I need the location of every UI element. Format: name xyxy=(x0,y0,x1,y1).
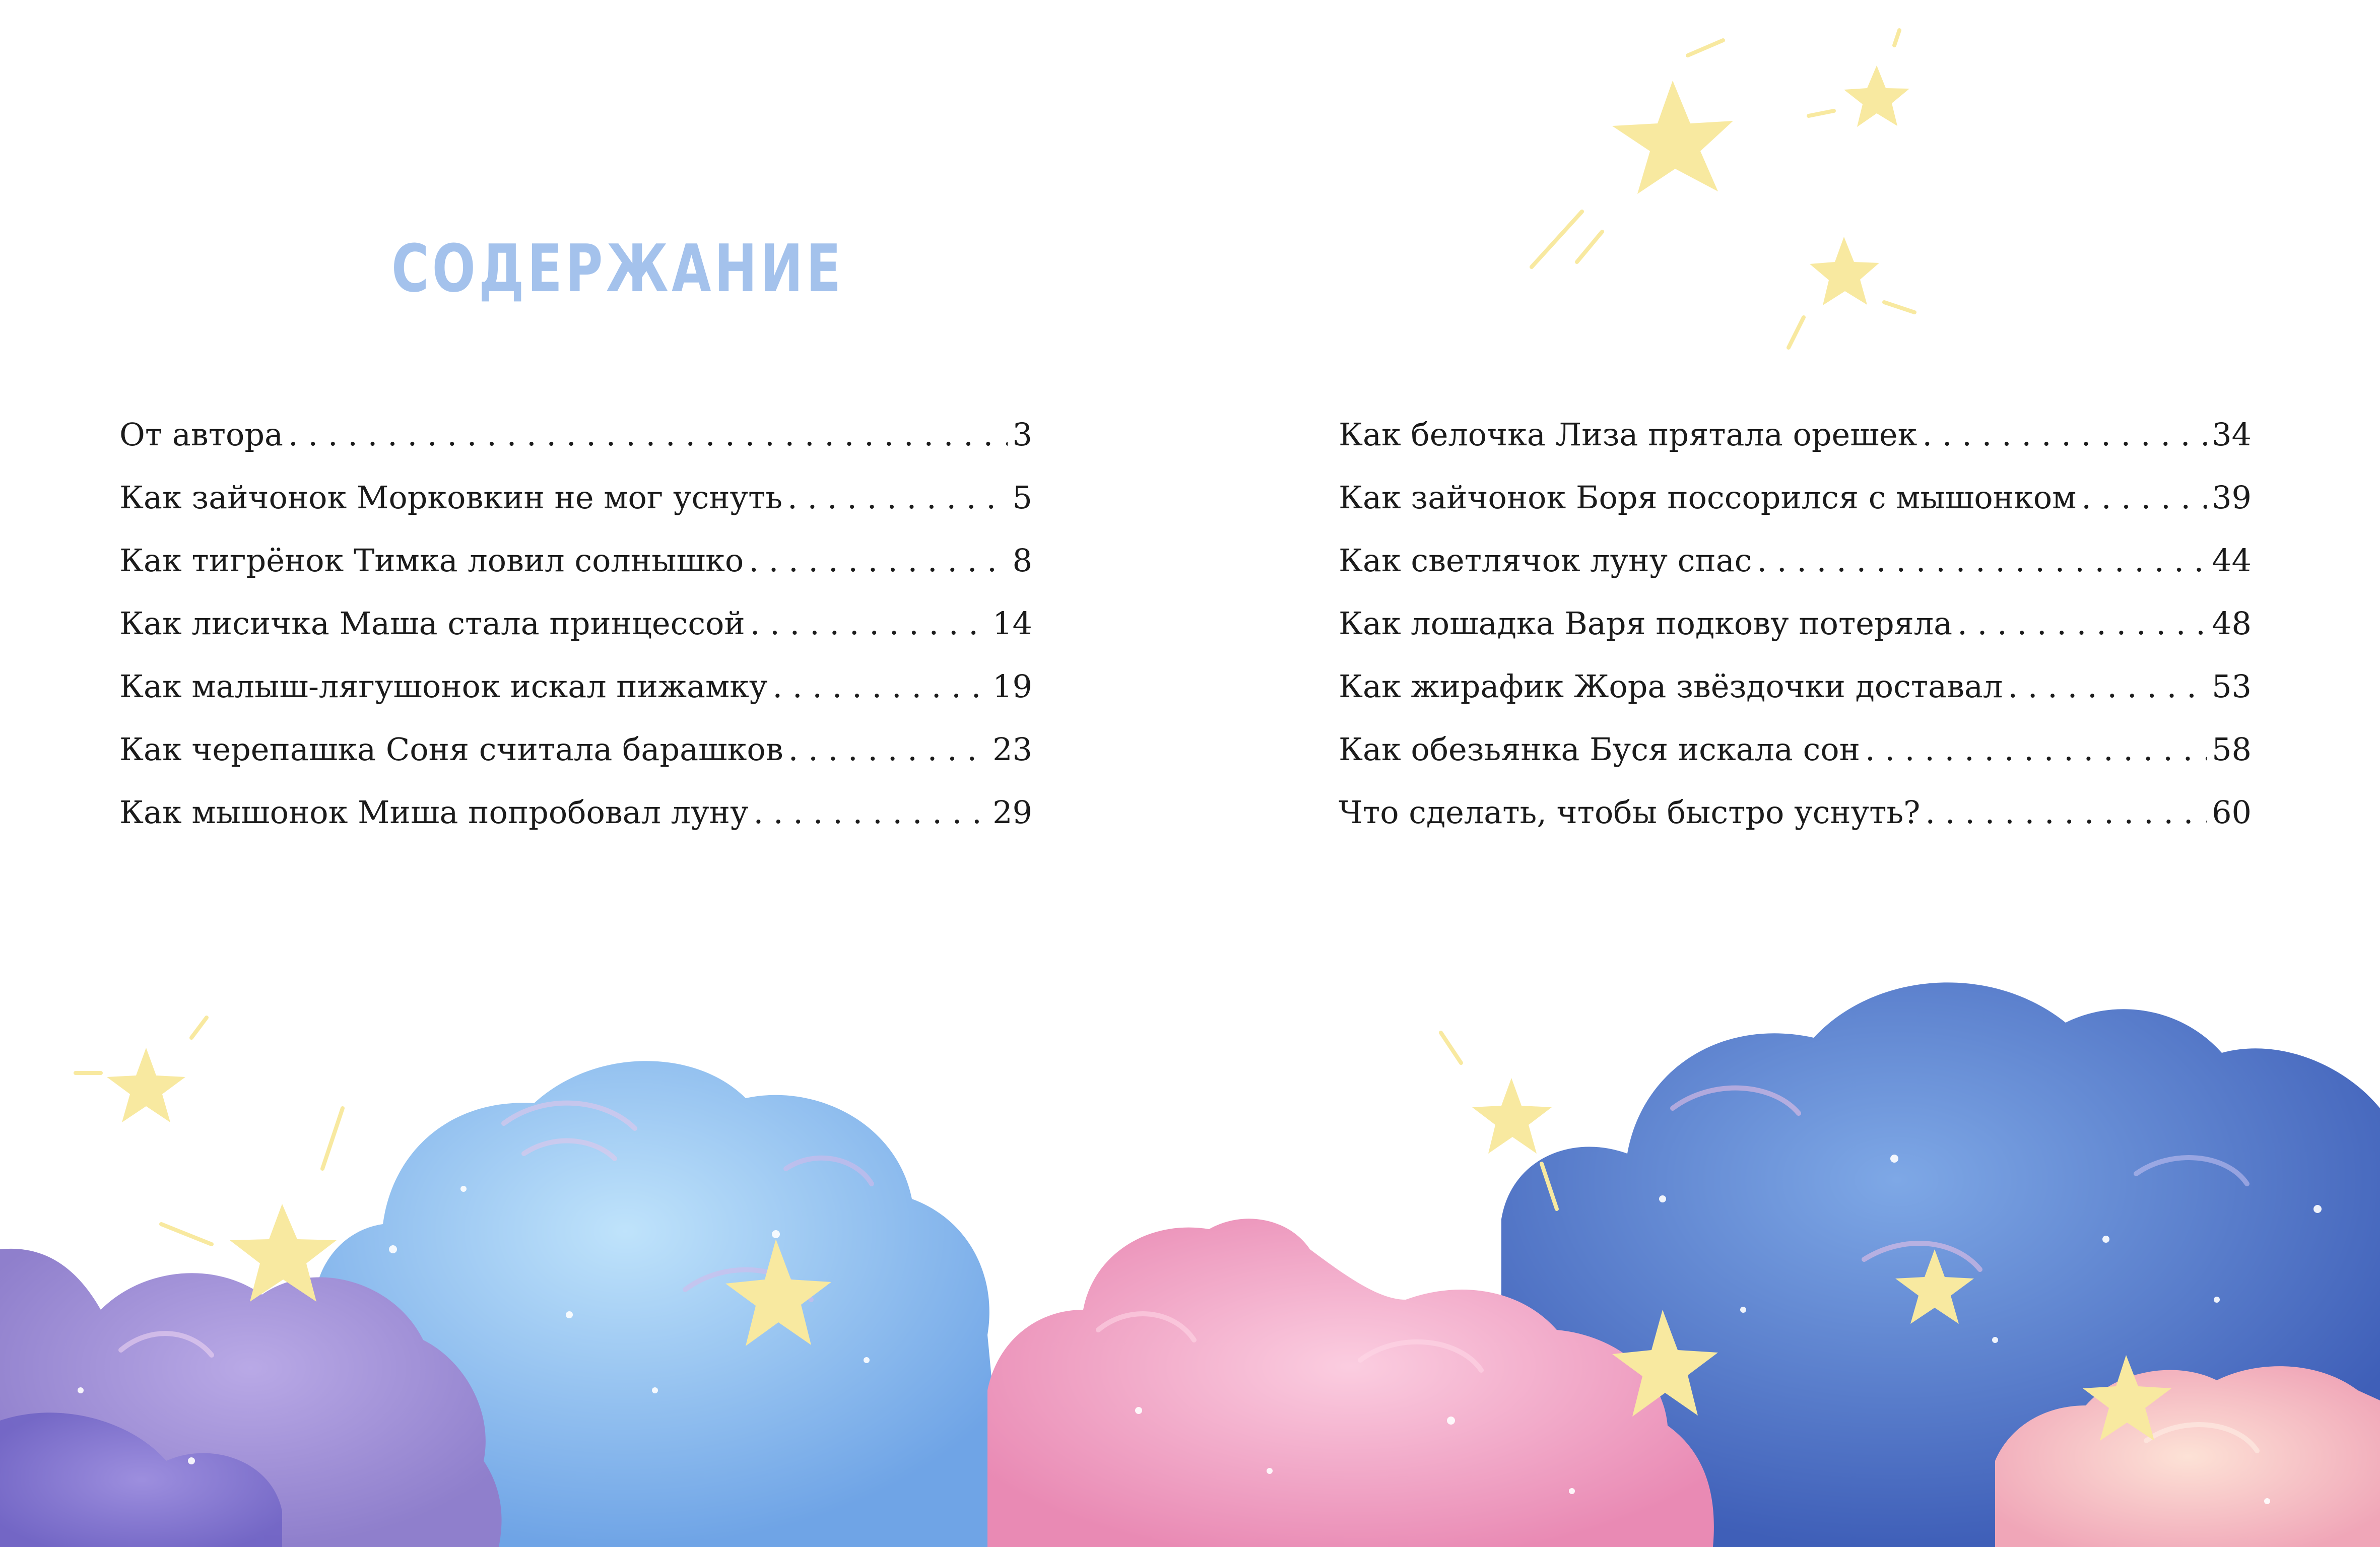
toc-entry[interactable] xyxy=(1339,479,2252,542)
toc-entry-title: Как мышонок Миша попробовал луну xyxy=(119,794,749,831)
toc-entry-title: Как белочка Лиза прятала орешек xyxy=(1339,416,1918,453)
dot-leader xyxy=(1757,542,2207,579)
star-icon xyxy=(107,1048,185,1122)
toc-entry[interactable] xyxy=(1339,794,2252,857)
dot-leader xyxy=(288,416,1008,453)
toc-entry[interactable] xyxy=(119,794,1032,857)
toc-entry-title: Как тигрёнок Тимка ловил солнышко xyxy=(119,542,744,579)
dot-leader xyxy=(2008,668,2207,705)
toc-entry-title: Как лошадка Варя подкову потеряла xyxy=(1339,605,1953,642)
star-icon xyxy=(1612,81,1733,194)
toc-entry-title: Как зайчонок Боря поссорился с мышонком xyxy=(1339,479,2077,516)
toc-entry[interactable] xyxy=(1339,416,2252,479)
toc-entry-page: 34 xyxy=(2212,416,2252,453)
toc-left-column xyxy=(119,416,1032,857)
toc-entry-page: 39 xyxy=(2212,479,2252,516)
star-icon xyxy=(1810,237,1879,305)
toc-entry-title: Как жирафик Жора звёздочки доставал xyxy=(1339,668,2003,705)
toc-entry-title: Как черепашка Соня считала барашков xyxy=(119,731,783,768)
toc-entry[interactable] xyxy=(119,479,1032,542)
toc-entry[interactable] xyxy=(1339,731,2252,794)
dot-leader xyxy=(1865,731,2207,768)
toc-entry[interactable] xyxy=(119,416,1032,479)
dot-leader xyxy=(749,542,1007,579)
dot-leader xyxy=(1957,605,2207,642)
dot-leader xyxy=(753,794,987,831)
toc-entry-page: 60 xyxy=(2212,794,2252,831)
toc-entry-title: Как лисичка Маша стала принцессой xyxy=(119,605,745,642)
toc-entry[interactable] xyxy=(119,605,1032,668)
page-title: СОДЕРЖАНИЕ xyxy=(391,230,844,307)
toc-entry-page: 8 xyxy=(1012,542,1032,579)
toc-entry-title: Как светлячок луну спас xyxy=(1339,542,1752,579)
toc-entry-page: 19 xyxy=(993,668,1032,705)
dot-leader xyxy=(750,605,987,642)
dot-leader xyxy=(1925,794,2207,831)
star-icon xyxy=(1844,65,1909,127)
toc-entry-title: Как малыш-лягушонок искал пижамку xyxy=(119,668,768,705)
toc-entry-page: 53 xyxy=(2212,668,2252,705)
toc-entry-page: 58 xyxy=(2212,731,2252,768)
toc-entry[interactable] xyxy=(1339,542,2252,605)
toc-entry-page: 44 xyxy=(2212,542,2252,579)
toc-entry[interactable] xyxy=(1339,605,2252,668)
toc-entry-page: 23 xyxy=(993,731,1032,768)
dot-leader xyxy=(772,668,987,705)
toc-entry-title: Как зайчонок Морковкин не мог уснуть xyxy=(119,479,783,516)
dot-leader xyxy=(1922,416,2207,453)
toc-entry-title: От автора xyxy=(119,416,283,453)
toc-entry-page: 29 xyxy=(993,794,1032,831)
toc-entry-title: Как обезьянка Буся искала сон xyxy=(1339,731,1860,768)
toc-entry-page: 48 xyxy=(2212,605,2252,642)
toc-entry[interactable] xyxy=(1339,668,2252,731)
toc-entry-page: 3 xyxy=(1012,416,1032,453)
dot-leader xyxy=(2081,479,2207,516)
toc-right-column xyxy=(1339,416,2252,857)
toc-entry-page: 14 xyxy=(993,605,1032,642)
dot-leader xyxy=(787,479,1008,516)
star-icon xyxy=(1472,1078,1552,1154)
toc-entry-page: 5 xyxy=(1012,479,1032,516)
toc-entry[interactable] xyxy=(119,542,1032,605)
dot-leader xyxy=(788,731,987,768)
toc-entry[interactable] xyxy=(119,668,1032,731)
toc-entry[interactable] xyxy=(119,731,1032,794)
toc-entry-title: Что сделать, чтобы быстро уснуть? xyxy=(1339,794,1921,831)
